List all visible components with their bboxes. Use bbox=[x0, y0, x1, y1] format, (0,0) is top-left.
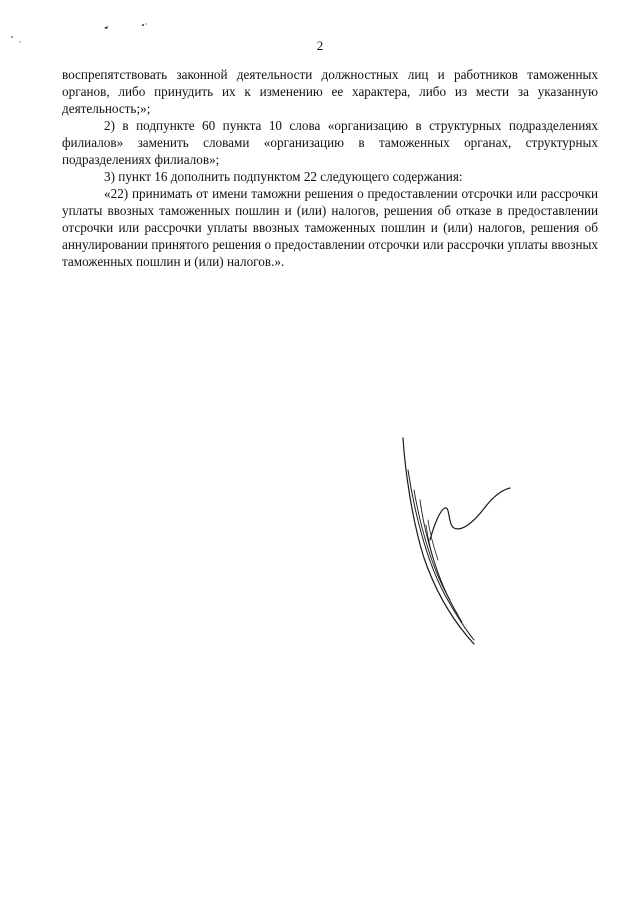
page-number: 2 bbox=[316, 38, 324, 53]
handwritten-signature bbox=[390, 430, 520, 660]
paragraph-continuation: воспрепятствовать законной деятельности должностных лиц и работников таможенных органов, либо принудить их к изменению ее характера, либо из мести за указанную деятельность;»; bbox=[62, 67, 598, 116]
paragraph-quoted-subitem-22: «22) принимать от имени таможни решения о предоставлении отсрочки или рассрочки уплаты ввозных таможенных пошлин и (или) налогов, решения об отказе в предоставлении отсрочки или рассрочки уплаты ввозных таможенных пошлин и (или) налогов, решения об аннулировании принятого решения о предоставлении отсрочки или рассрочки уплаты ввозных таможенных пошлин и (или) налогов.». bbox=[62, 186, 598, 269]
paragraph-item-3: 3) пункт 16 дополнить подпунктом 22 следующего содержания: bbox=[104, 169, 463, 184]
document-body bbox=[62, 66, 598, 270]
paragraph-item-2: 2) в подпункте 60 пункта 10 слова «организацию в структурных подразделениях филиалов» заменить словами «организацию в таможенных органах, структурных подразделениях филиалов»; bbox=[62, 118, 598, 167]
